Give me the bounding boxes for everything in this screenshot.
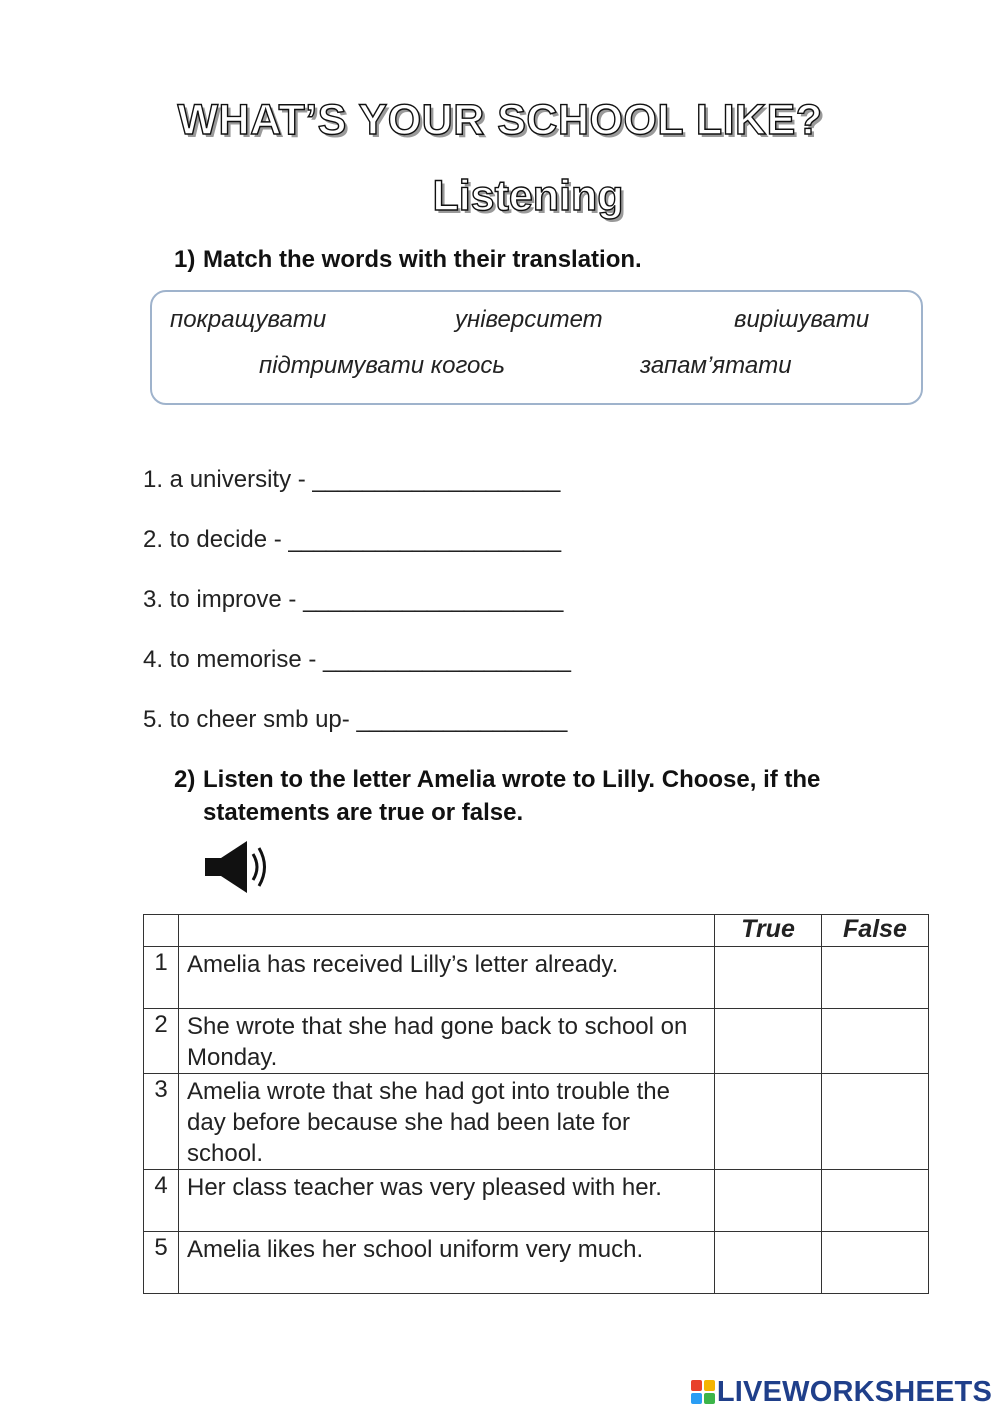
answer-blank[interactable]: _________________ xyxy=(356,706,567,733)
logo-block xyxy=(691,1380,702,1391)
false-cell[interactable] xyxy=(822,1232,929,1294)
word-bank-item: покращувати xyxy=(170,306,327,333)
true-cell[interactable] xyxy=(715,1074,822,1170)
false-cell[interactable] xyxy=(822,947,929,1009)
false-cell[interactable] xyxy=(822,1074,929,1170)
match-item-text: 1. a university - xyxy=(143,466,313,493)
task2-text: Listen to the letter Amelia wrote to Lilly. Choose, if the statements are true or false. xyxy=(203,766,821,826)
word-bank-item: вирішувати xyxy=(734,306,870,333)
row-statement: Amelia wrote that she had got into trouble the day before because she had been late for school. xyxy=(179,1074,715,1170)
true-cell[interactable] xyxy=(715,947,822,1009)
table-header-row xyxy=(144,915,929,947)
row-statement: Amelia likes her school uniform very much. xyxy=(179,1232,715,1294)
answer-blank[interactable]: ____________________ xyxy=(312,466,560,493)
match-item xyxy=(143,466,559,494)
word-bank-item: університет xyxy=(455,306,603,333)
task2-heading xyxy=(174,763,914,829)
word-bank xyxy=(150,290,923,405)
word-bank-item: підтримувати когось xyxy=(259,352,505,379)
match-item xyxy=(143,706,566,734)
header-true: True xyxy=(715,915,822,947)
page-subtitle: Listening xyxy=(432,172,624,220)
logo-text: LIVEWORKSHEETS xyxy=(716,1375,992,1408)
logo-blocks-icon xyxy=(691,1380,715,1404)
task1-number: 1) xyxy=(174,246,196,273)
logo-block xyxy=(691,1393,702,1404)
row-number: 5 xyxy=(144,1232,179,1294)
match-item xyxy=(143,586,562,614)
true-false-table xyxy=(143,914,929,1294)
table-row xyxy=(144,1170,929,1232)
page-title: WHAT’S YOUR SCHOOL LIKE? xyxy=(177,96,823,144)
row-number: 4 xyxy=(144,1170,179,1232)
match-item-text: 2. to decide - xyxy=(143,526,289,553)
true-cell[interactable] xyxy=(715,1009,822,1074)
answer-blank[interactable]: ____________________ xyxy=(323,646,570,673)
table-row xyxy=(144,1074,929,1170)
table-row xyxy=(144,1009,929,1074)
task1-text: Match the words with their translation. xyxy=(203,246,642,273)
match-item-text: 5. to cheer smb up- xyxy=(143,706,357,733)
row-number: 3 xyxy=(144,1074,179,1170)
header-number xyxy=(144,915,179,947)
answer-blank[interactable]: ______________________ xyxy=(288,526,561,553)
row-number: 2 xyxy=(144,1009,179,1074)
logo-block xyxy=(704,1380,715,1391)
false-cell[interactable] xyxy=(822,1170,929,1232)
row-statement: Her class teacher was very pleased with her. xyxy=(179,1170,715,1232)
match-item-text: 3. to improve - xyxy=(143,586,304,613)
match-item xyxy=(143,526,560,554)
true-cell[interactable] xyxy=(715,1170,822,1232)
header-statement xyxy=(179,915,715,947)
match-item-text: 4. to memorise - xyxy=(143,646,324,673)
liveworksheets-logo[interactable] xyxy=(691,1375,992,1409)
match-item xyxy=(143,646,570,674)
row-number: 1 xyxy=(144,947,179,1009)
true-cell[interactable] xyxy=(715,1232,822,1294)
task2-number: 2) xyxy=(174,766,196,793)
speaker-icon[interactable] xyxy=(203,838,275,896)
row-statement: Amelia has received Lilly’s letter already. xyxy=(179,947,715,1009)
task1-heading xyxy=(174,243,642,276)
header-false: False xyxy=(822,915,929,947)
table-row xyxy=(144,1232,929,1294)
row-statement: She wrote that she had gone back to school on Monday. xyxy=(179,1009,715,1074)
false-cell[interactable] xyxy=(822,1009,929,1074)
answer-blank[interactable]: _____________________ xyxy=(303,586,563,613)
table-row xyxy=(144,947,929,1009)
word-bank-item: запам’ятати xyxy=(640,352,792,379)
logo-block xyxy=(704,1393,715,1404)
